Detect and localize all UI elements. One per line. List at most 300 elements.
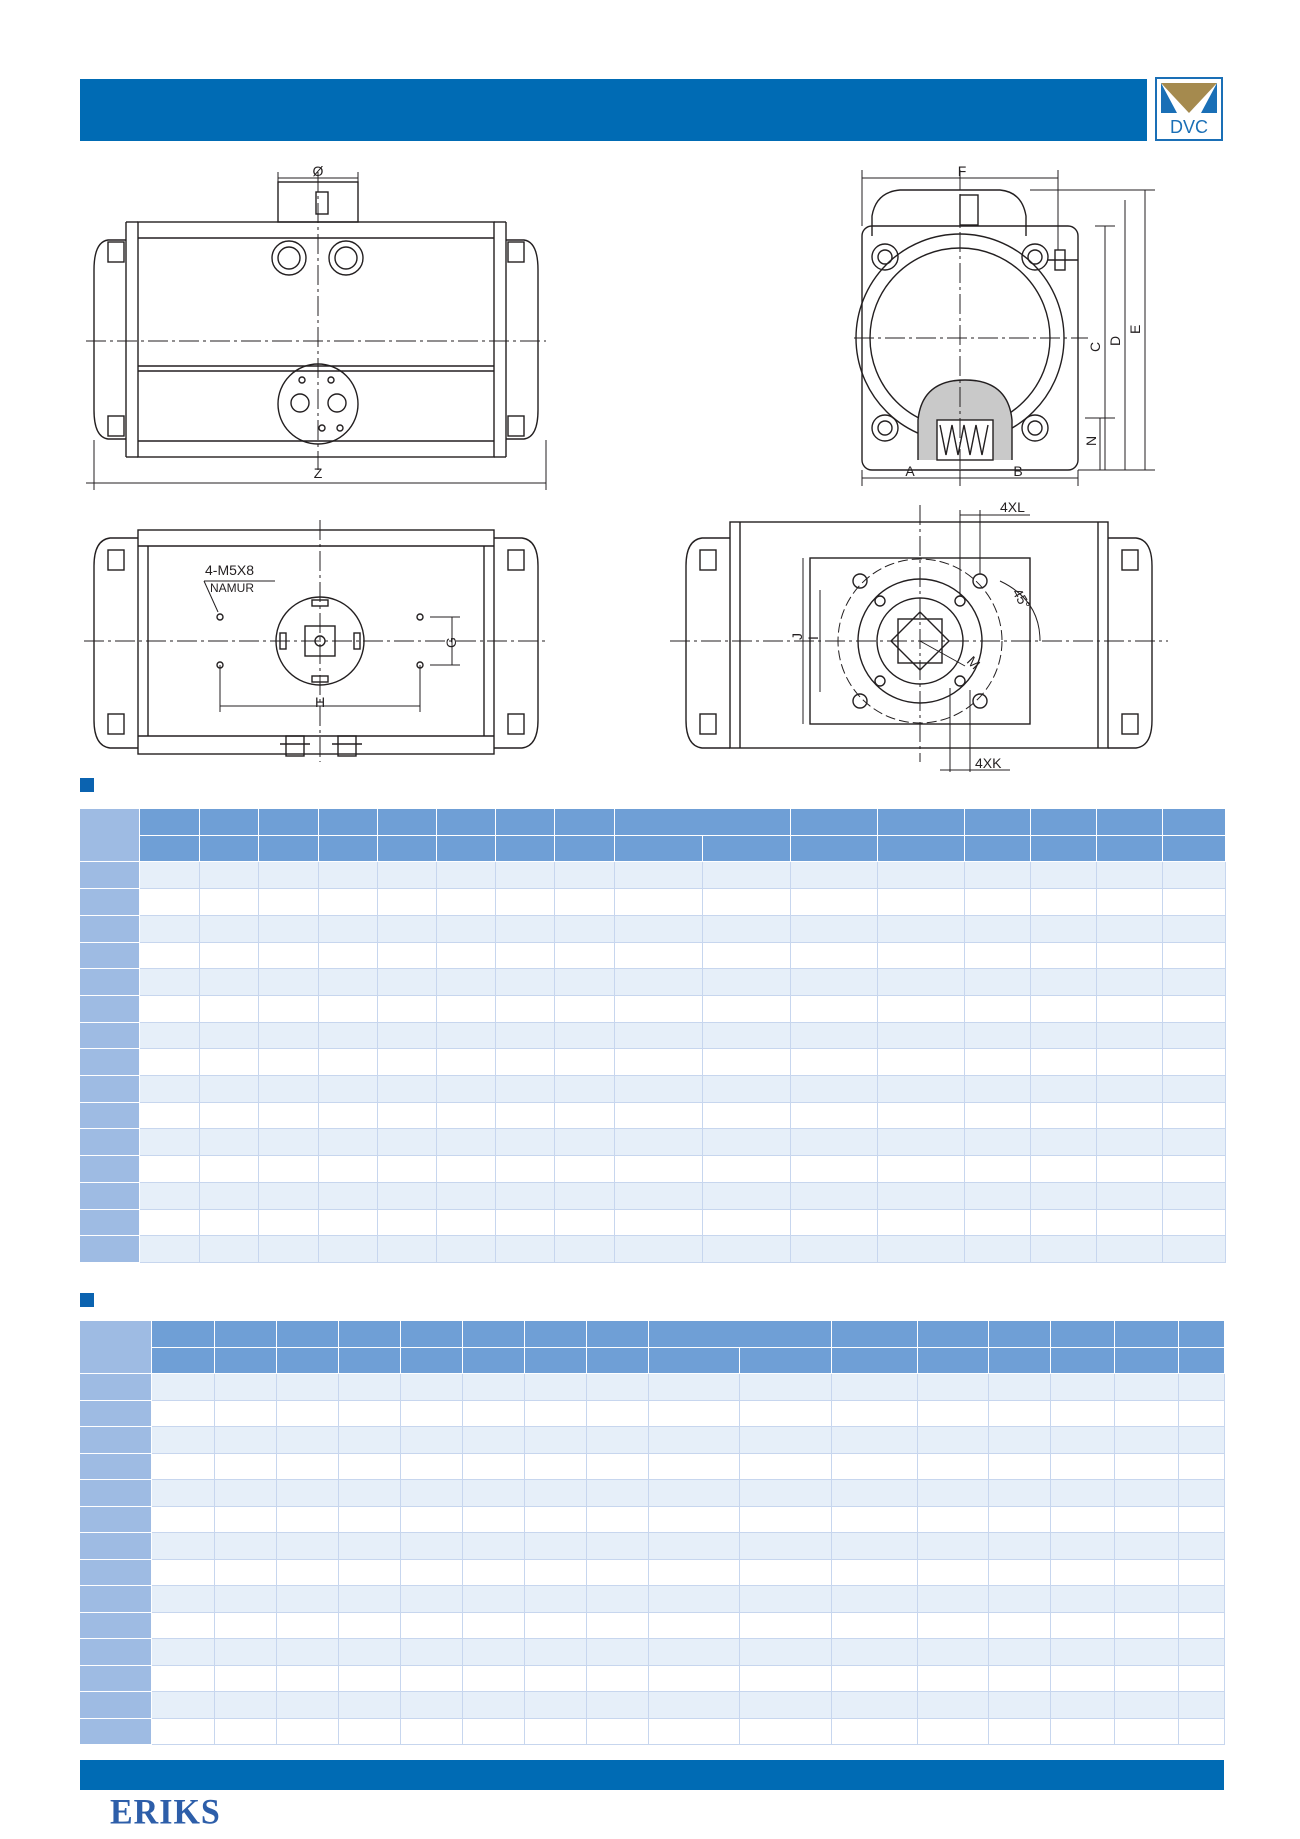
table-cell — [140, 1182, 200, 1209]
table-subheader-cell — [1163, 835, 1226, 862]
table-cell — [1115, 1480, 1179, 1507]
table-cell — [200, 969, 259, 996]
dim-c-label: C — [1087, 341, 1103, 352]
table-row-header — [80, 1156, 140, 1183]
table-cell — [555, 862, 615, 889]
table-cell — [649, 1586, 740, 1613]
table-cell — [1163, 1022, 1226, 1049]
table-cell — [276, 1374, 338, 1401]
table-cell — [259, 1182, 319, 1209]
table-cell — [140, 1236, 200, 1263]
table-row — [80, 1236, 1226, 1263]
table-cell — [259, 1102, 319, 1129]
table-cell — [525, 1506, 587, 1533]
table-cell — [525, 1559, 587, 1586]
table-cell — [1031, 889, 1097, 916]
table-cell — [555, 1236, 615, 1263]
table-cell — [276, 1639, 338, 1666]
table-cell — [319, 1156, 378, 1183]
table-cell — [1097, 1049, 1163, 1076]
table-cell — [1050, 1506, 1114, 1533]
table-header-row — [80, 809, 1226, 836]
table-cell — [555, 1129, 615, 1156]
table-cell — [587, 1374, 649, 1401]
technical-drawings — [0, 150, 1300, 780]
table-subheader-cell — [378, 835, 437, 862]
table-cell — [1050, 1533, 1114, 1560]
table-header-cell — [1163, 809, 1226, 836]
table-cell — [200, 915, 259, 942]
table-cell — [831, 1453, 918, 1480]
table-cell — [1097, 915, 1163, 942]
table-row-header — [80, 1374, 152, 1401]
table-cell — [878, 969, 965, 996]
table-cell — [988, 1559, 1050, 1586]
dimension-table-2 — [79, 1320, 1225, 1745]
table-cell — [1031, 969, 1097, 996]
table-row-header — [80, 1453, 152, 1480]
table-cell — [965, 1156, 1031, 1183]
table-cell — [740, 1665, 831, 1692]
table-subheader-cell — [878, 835, 965, 862]
table-cell — [1163, 969, 1226, 996]
table-subheader-cell — [965, 835, 1031, 862]
table-cell — [400, 1718, 462, 1745]
table-cell — [587, 1692, 649, 1719]
table-row-header — [80, 1427, 152, 1454]
table-cell — [555, 942, 615, 969]
table-header-row — [80, 835, 1226, 862]
table-header-cell — [1179, 1321, 1225, 1348]
table-header-cell — [615, 809, 791, 836]
table-cell — [378, 915, 437, 942]
table-subheader-cell — [740, 1347, 831, 1374]
table-cell — [319, 1076, 378, 1103]
table-cell — [831, 1586, 918, 1613]
dim-d-label: D — [1107, 335, 1123, 346]
table-subheader-cell — [319, 835, 378, 862]
table-cell — [1050, 1692, 1114, 1719]
table-cell — [831, 1506, 918, 1533]
table-subheader-cell — [918, 1347, 988, 1374]
table-cell — [378, 942, 437, 969]
table-cell — [1179, 1559, 1225, 1586]
table-row-header — [80, 1102, 140, 1129]
table-cell — [214, 1665, 276, 1692]
table-cell — [319, 995, 378, 1022]
table-cell — [152, 1400, 214, 1427]
table-cell — [259, 1129, 319, 1156]
table-cell — [615, 1156, 703, 1183]
table-cell — [152, 1480, 214, 1507]
table-cell — [587, 1453, 649, 1480]
table-cell — [918, 1612, 988, 1639]
table-cell — [1050, 1586, 1114, 1613]
table-cell — [525, 1480, 587, 1507]
table-cell — [703, 1156, 791, 1183]
table-header-cell — [525, 1321, 587, 1348]
table-cell — [400, 1639, 462, 1666]
table-cell — [437, 1129, 496, 1156]
table-cell — [259, 1022, 319, 1049]
table-cell — [615, 1236, 703, 1263]
table-cell — [1031, 1022, 1097, 1049]
table-header-cell — [259, 809, 319, 836]
table-cell — [1050, 1453, 1114, 1480]
table-row-header — [80, 1400, 152, 1427]
table-subheader-cell — [525, 1347, 587, 1374]
table-row — [80, 1586, 1225, 1613]
side-view — [854, 170, 1155, 486]
table-cell — [378, 995, 437, 1022]
table-header-row — [80, 1321, 1225, 1348]
table-cell — [878, 1049, 965, 1076]
table-cell — [525, 1718, 587, 1745]
table-cell — [338, 1612, 400, 1639]
table-cell — [587, 1639, 649, 1666]
table-cell — [1115, 1427, 1179, 1454]
table-cell — [878, 1209, 965, 1236]
table-cell — [200, 1236, 259, 1263]
table-cell — [791, 1102, 878, 1129]
table-cell — [200, 1049, 259, 1076]
table-row — [80, 1559, 1225, 1586]
table-cell — [988, 1400, 1050, 1427]
table-cell — [615, 862, 703, 889]
table-row — [80, 1665, 1225, 1692]
table-header-cell — [1031, 809, 1097, 836]
table-cell — [437, 1076, 496, 1103]
table-header-cell — [988, 1321, 1050, 1348]
table-cell — [988, 1692, 1050, 1719]
dim-4xk-label: 4XK — [975, 755, 1002, 771]
table-cell — [338, 1480, 400, 1507]
table-cell — [791, 942, 878, 969]
table-cell — [140, 942, 200, 969]
table-cell — [878, 1129, 965, 1156]
table-row — [80, 1129, 1226, 1156]
table-cell — [555, 969, 615, 996]
table-cell — [965, 1209, 1031, 1236]
table-cell — [1179, 1506, 1225, 1533]
dimension-table-1 — [79, 808, 1226, 1263]
table-cell — [1097, 862, 1163, 889]
table-cell — [1115, 1453, 1179, 1480]
table-cell — [918, 1639, 988, 1666]
table-row-header — [80, 1692, 152, 1719]
table-cell — [140, 889, 200, 916]
table-row-header — [80, 1639, 152, 1666]
table-cell — [1050, 1374, 1114, 1401]
table-cell — [1050, 1400, 1114, 1427]
table-cell — [703, 969, 791, 996]
table-row — [80, 995, 1226, 1022]
table-cell — [1050, 1718, 1114, 1745]
table-header-cell — [1050, 1321, 1114, 1348]
table-cell — [1031, 1102, 1097, 1129]
table-cell — [615, 1022, 703, 1049]
table-row-header — [80, 1586, 152, 1613]
table-cell — [319, 1236, 378, 1263]
dim-n-label: N — [1083, 435, 1099, 446]
table-cell — [525, 1453, 587, 1480]
table-cell — [259, 1236, 319, 1263]
table-cell — [615, 1129, 703, 1156]
table-cell — [400, 1374, 462, 1401]
table-cell — [878, 1156, 965, 1183]
table-cell — [649, 1506, 740, 1533]
table-cell — [703, 1236, 791, 1263]
table-cell — [1097, 1236, 1163, 1263]
table-cell — [463, 1559, 525, 1586]
table-cell — [1097, 969, 1163, 996]
header-bar — [80, 79, 1147, 141]
dim-e-label: E — [1127, 324, 1143, 334]
dim-m-label: M — [963, 652, 984, 673]
table-row — [80, 1374, 1225, 1401]
table-row — [80, 889, 1226, 916]
table-header-cell — [496, 809, 555, 836]
table-cell — [1031, 1182, 1097, 1209]
table-cell — [200, 1209, 259, 1236]
table-cell — [988, 1533, 1050, 1560]
table-cell — [1163, 889, 1226, 916]
table-cell — [152, 1718, 214, 1745]
table-header-row — [80, 1347, 1225, 1374]
table-cell — [791, 1049, 878, 1076]
table-cell — [152, 1692, 214, 1719]
table-row — [80, 1612, 1225, 1639]
table-header-cell — [338, 1321, 400, 1348]
namur-label: NAMUR — [210, 581, 254, 595]
table-cell — [152, 1639, 214, 1666]
table-cell — [988, 1639, 1050, 1666]
table-cell — [140, 1129, 200, 1156]
dim-i-label: I — [805, 636, 821, 640]
table-header-cell — [555, 809, 615, 836]
table-cell — [319, 1129, 378, 1156]
table-cell — [276, 1612, 338, 1639]
table-row-header — [80, 942, 140, 969]
table-cell — [276, 1400, 338, 1427]
table-cell — [587, 1586, 649, 1613]
table-header-cell — [437, 809, 496, 836]
table-subheader-cell — [1115, 1347, 1179, 1374]
table-cell — [200, 1022, 259, 1049]
table-cell — [1163, 1209, 1226, 1236]
table-cell — [615, 942, 703, 969]
table-cell — [1097, 1102, 1163, 1129]
table-cell — [1163, 915, 1226, 942]
table-cell — [649, 1400, 740, 1427]
table-cell — [496, 1209, 555, 1236]
table-cell — [496, 915, 555, 942]
table-cell — [152, 1453, 214, 1480]
dim-f-label: F — [957, 163, 967, 179]
table-cell — [1097, 995, 1163, 1022]
table-subheader-cell — [791, 835, 878, 862]
table-cell — [140, 969, 200, 996]
table-cell — [965, 1236, 1031, 1263]
table-cell — [703, 1022, 791, 1049]
table-cell — [918, 1480, 988, 1507]
table-cell — [703, 1076, 791, 1103]
table-cell — [378, 1156, 437, 1183]
table-cell — [1115, 1374, 1179, 1401]
table-cell — [555, 1182, 615, 1209]
table-cell — [988, 1665, 1050, 1692]
table-cell — [140, 915, 200, 942]
table-subheader-cell — [649, 1347, 740, 1374]
table-row-header — [80, 1718, 152, 1745]
table-cell — [200, 1156, 259, 1183]
table-subheader-cell — [259, 835, 319, 862]
table-cell — [1115, 1559, 1179, 1586]
table-cell — [1050, 1665, 1114, 1692]
table-cell — [1097, 1129, 1163, 1156]
table-cell — [496, 969, 555, 996]
table-cell — [703, 1209, 791, 1236]
table-cell — [555, 1076, 615, 1103]
table-cell — [1179, 1427, 1225, 1454]
table-row — [80, 1692, 1225, 1719]
table-subheader-cell — [988, 1347, 1050, 1374]
table-cell — [1097, 942, 1163, 969]
table-row — [80, 969, 1226, 996]
table-cell — [988, 1453, 1050, 1480]
table-subheader-cell — [587, 1347, 649, 1374]
table-cell — [496, 942, 555, 969]
table-cell — [918, 1586, 988, 1613]
table-cell — [338, 1639, 400, 1666]
table-header-cell — [791, 809, 878, 836]
table-cell — [463, 1612, 525, 1639]
table-cell — [615, 969, 703, 996]
dim-diameter-label: Ø — [312, 163, 324, 179]
table-cell — [918, 1427, 988, 1454]
table-cell — [276, 1586, 338, 1613]
table-header-cell — [1115, 1321, 1179, 1348]
table-cell — [791, 1209, 878, 1236]
table-cell — [214, 1453, 276, 1480]
table-cell — [555, 889, 615, 916]
table-row — [80, 1102, 1226, 1129]
table-cell — [140, 995, 200, 1022]
table-cell — [918, 1718, 988, 1745]
table-corner-cell — [80, 1321, 152, 1374]
table-cell — [831, 1400, 918, 1427]
table-cell — [319, 889, 378, 916]
angle-label: 45° — [1009, 585, 1034, 612]
section-marker-1 — [80, 778, 94, 792]
table-cell — [140, 1156, 200, 1183]
table-cell — [319, 969, 378, 996]
table-cell — [988, 1612, 1050, 1639]
table-cell — [740, 1586, 831, 1613]
table-cell — [918, 1374, 988, 1401]
table-cell — [740, 1480, 831, 1507]
table-cell — [878, 1076, 965, 1103]
table-header-cell — [918, 1321, 988, 1348]
table-cell — [555, 1049, 615, 1076]
table-cell — [587, 1718, 649, 1745]
table-cell — [338, 1506, 400, 1533]
table-cell — [200, 862, 259, 889]
table-cell — [555, 1209, 615, 1236]
table-row-header — [80, 1182, 140, 1209]
table-corner-cell — [80, 809, 140, 862]
table-cell — [400, 1692, 462, 1719]
table-cell — [1097, 1022, 1163, 1049]
table-cell — [437, 889, 496, 916]
table-cell — [400, 1506, 462, 1533]
table-cell — [319, 1102, 378, 1129]
table-cell — [649, 1480, 740, 1507]
table-cell — [918, 1692, 988, 1719]
table-cell — [740, 1453, 831, 1480]
table-cell — [400, 1612, 462, 1639]
table-cell — [276, 1453, 338, 1480]
table-cell — [437, 1102, 496, 1129]
table-cell — [496, 995, 555, 1022]
table-cell — [555, 1102, 615, 1129]
table-cell — [587, 1665, 649, 1692]
table-cell — [338, 1427, 400, 1454]
table-cell — [1031, 1076, 1097, 1103]
table-cell — [1115, 1533, 1179, 1560]
table-cell — [338, 1665, 400, 1692]
table-row-header — [80, 995, 140, 1022]
table-cell — [400, 1400, 462, 1427]
table-header-cell — [400, 1321, 462, 1348]
table-cell — [703, 1182, 791, 1209]
front-view — [86, 172, 546, 490]
table-cell — [1115, 1692, 1179, 1719]
table-cell — [214, 1718, 276, 1745]
table-cell — [740, 1400, 831, 1427]
table-row-header — [80, 1076, 140, 1103]
table-cell — [1050, 1559, 1114, 1586]
table-cell — [1031, 1049, 1097, 1076]
table-cell — [400, 1453, 462, 1480]
table-row-header — [80, 889, 140, 916]
table-row-header — [80, 1049, 140, 1076]
table-cell — [496, 1049, 555, 1076]
table-cell — [463, 1718, 525, 1745]
table-cell — [555, 995, 615, 1022]
table-cell — [615, 1102, 703, 1129]
table-cell — [1179, 1533, 1225, 1560]
table-cell — [259, 915, 319, 942]
table-cell — [649, 1692, 740, 1719]
table-row — [80, 1182, 1226, 1209]
table-cell — [152, 1533, 214, 1560]
table-cell — [496, 862, 555, 889]
table-row-header — [80, 1129, 140, 1156]
table-cell — [378, 1102, 437, 1129]
table-cell — [740, 1533, 831, 1560]
table-cell — [1179, 1639, 1225, 1666]
table-cell — [703, 1129, 791, 1156]
table-cell — [437, 1209, 496, 1236]
table-cell — [152, 1665, 214, 1692]
table-cell — [965, 915, 1031, 942]
table-cell — [703, 915, 791, 942]
table-cell — [831, 1612, 918, 1639]
table-row-header — [80, 1506, 152, 1533]
table-cell — [463, 1692, 525, 1719]
table-cell — [214, 1692, 276, 1719]
